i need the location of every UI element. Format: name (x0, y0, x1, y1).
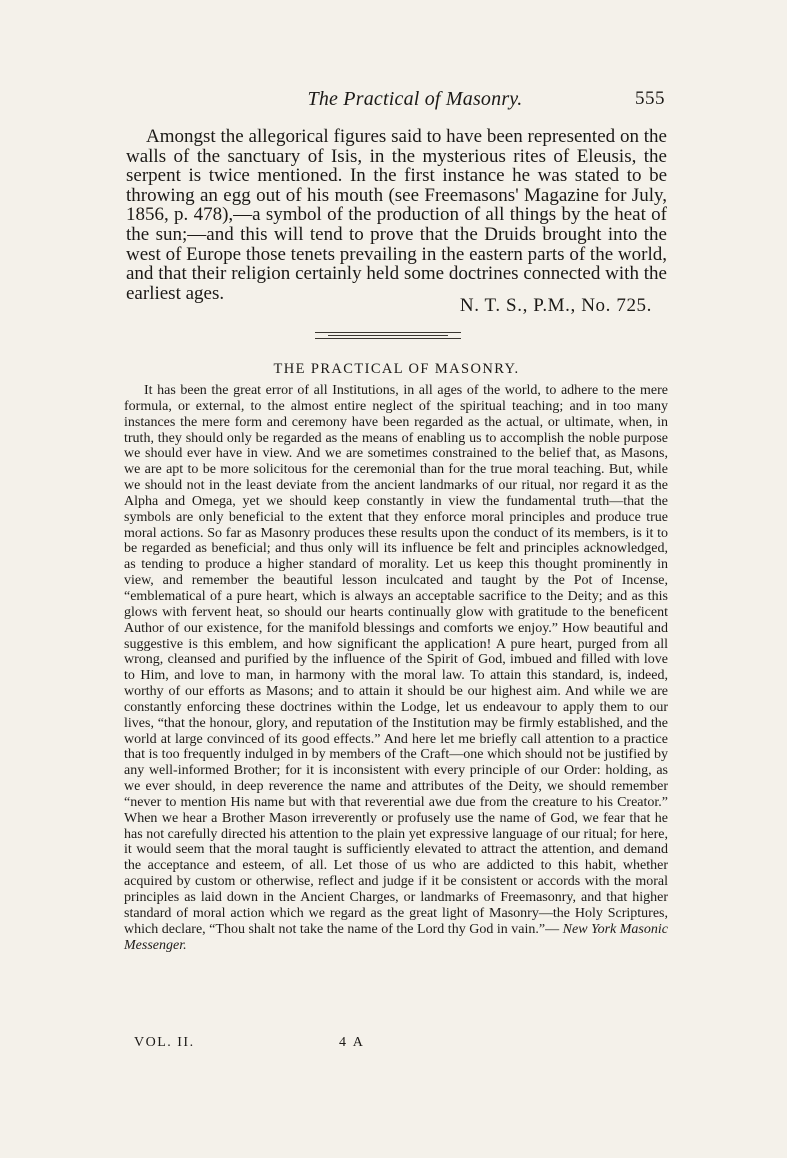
preface-text: Amongst the allegorical figures said to have been represented on the walls of the sanctuary of Isis, in the mysterious rites of Eleusis, the serpent is twice mentioned. In the first instance he was stated to be throwing an egg out of his mouth (see Freemasons' Magazine for July, 1856, p. 478),—a symbol of the production of all things by the heat of the sun;—and this will tend to prove that the Druids brought into the west of Europe those tenets prevailing in the eastern parts of the world, and that their religion certainly held some doctrines connected with the earliest ages. (126, 126, 667, 304)
running-head (125, 88, 665, 118)
article-body (124, 383, 668, 953)
volume-label: VOL. II. (134, 1035, 195, 1050)
running-title: The Practical of Masonry. (307, 88, 523, 110)
preface-paragraph (126, 127, 667, 303)
article-source: New York Masonic Messenger. (124, 921, 668, 953)
page-footer (134, 1035, 454, 1055)
signature-mark: 4 A (339, 1035, 365, 1050)
page-number: 555 (635, 88, 665, 109)
article-text: It has been the great error of all Institutions, in all ages of the world, to adhere to the mere formula, or external, to the almost entire neglect of the spiritual teaching; and in too many instances the mere form and ceremony have been regarded as the actual, or ultimate, when, in truth, they should only be regarded as the means of enabling us to accomplish the noble purpose we should ever have in view. And we are sometimes constrained to the belief that, as Masons, we are apt to be more solicitous for the ceremonial than for the true moral teaching. But, while we should not in the least deviate from the ancient landmarks of our ritual, nor regard it as the Alpha and Omega, yet we should keep constantly in view the fundamental truth—that the symbols are only beneficial to the extent that they enforce moral principles and produce true moral actions. So far as Masonry produces these results upon the conduct of its members, is it to be regarded as beneficial; and thus only will its influence be felt and principles acknowledged, as tending to produce a higher standard of morality. Let us keep this thought prominently in view, and remember the beautiful lesson inculcated and taught by the Pot of Incense, “emblematical of a pure heart, which is always an acceptable sacrifice to the Deity; and as this glows with fervent heat, so should our hearts continually glow with gratitude to the beneficent Author of our existence, for the manifold blessings and comforts we enjoy.” How beautiful and suggestive is this emblem, and how significant the application! A pure heart, purged from all wrong, cleansed and purified by the influence of the Spirit of God, imbued and filled with love to Him, and love to man, in harmony with the moral law. To attain this standard, is, indeed, worthy of our efforts as Masons; and to attain it should be our highest aim. And while we are constantly enforcing these doctrines within the Lodge, let us endeavour to apply them to our lives, “that the honour, glory, and reputation of the Institution may be firmly established, and the world at large convinced of its good effects.” And here let me briefly call attention to a practice that is too frequently indulged in by members of the Craft—one which should not be justified by any well-informed Brother; for it is inconsistent with every principle of our Order: holding, as we ever should, in deep reverence the name and attributes of the Deity, we should remember “never to mention His name but with that reverential awe due from the creature to his Creator.” When we hear a Brother Mason irreverently or profusely use the name of God, we fear that he has not carefully directed his attention to the plain yet expressive language of our ritual; for here, it would seem that the moral taught is sufficiently elevated to attract the attention, and demand the acceptance and esteem, of all. Let those of us who are addicted to this habit, whether acquired by custom or otherwise, reflect and judge if it be consistent or accords with the moral principles as laid down in the Ancient Charges, or landmarks of Freemasonry, and that higher standard of moral action which we regard as the great light of Masonry—the Holy Scriptures, which declare, “Thou shalt not take the name of the Lord thy God in vain.”— (124, 383, 668, 937)
article-title: THE PRACTICAL OF MASONRY. (273, 361, 520, 377)
author-signature: N. T. S., P.M., No. 725. (459, 295, 652, 316)
section-divider (315, 332, 461, 341)
